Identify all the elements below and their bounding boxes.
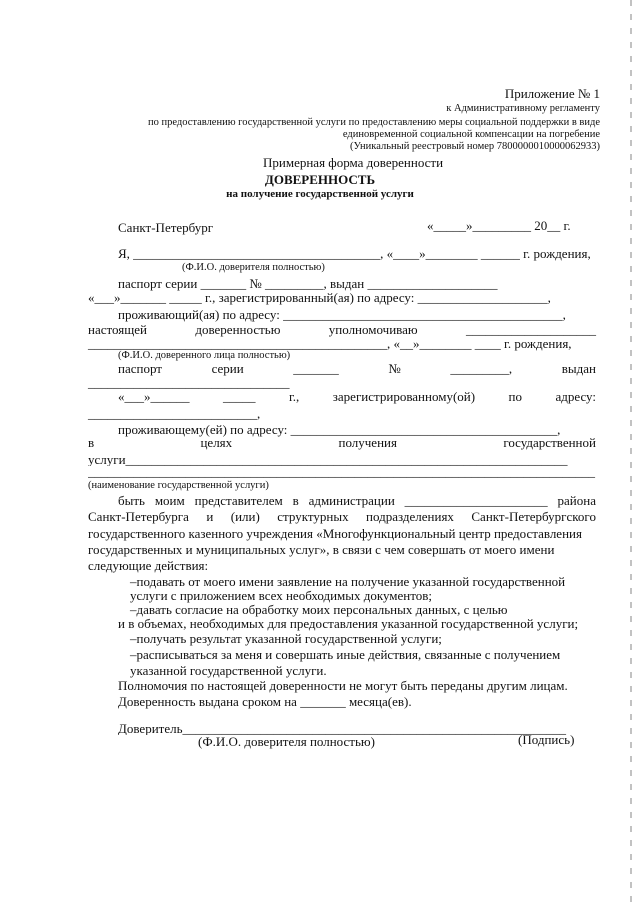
principal-line: Я, ______________________________________, «____»________ ______ г. рождения,: [118, 246, 591, 261]
header-line-1: к Административному регламенту: [446, 103, 600, 114]
date-field: «_____»_________ 20__ г.: [427, 218, 571, 233]
agent-passport-line: паспорт серии _______ № _________, выдан: [118, 361, 596, 376]
action-1-line-2: услуги с приложением всех необходимых документов;: [130, 588, 433, 603]
agent-issued-by-line: _______________________________: [88, 375, 290, 390]
authorize-line: настоящей доверенностью уполномочиваю ____________________: [88, 322, 596, 337]
representative-line-1: быть моим представителем в администрации ______________________ района: [118, 493, 596, 508]
action-3: –получать результат указанной государственной услуги;: [130, 631, 442, 646]
header-line-4: (Уникальный реестровый номер 7800000010000062933): [350, 141, 600, 152]
passport-line: паспорт серии _______ № _________, выдан ____________________: [118, 276, 498, 291]
representative-line-4: государственных и муниципальных услуг», в связи с чем совершать от моего имени: [88, 542, 555, 557]
action-4-line-2: указанной государственной услуги.: [130, 663, 327, 678]
residence-line: проживающий(ая) по адресу: ___________________________________________,: [118, 307, 566, 322]
header-line-2: по предоставлению государственной услуги по предоставлению меры социальной поддержки в виде: [147, 117, 600, 128]
city: Санкт-Петербург: [118, 220, 214, 235]
action-4-line-1: –расписываться за меня и совершать иные действия, связанные с получением: [130, 647, 561, 662]
agent-residence-line: проживающему(ей) по адресу: _________________________________________,: [118, 422, 561, 437]
signature-fio-note: (Ф.И.О. доверителя полностью): [198, 734, 375, 749]
service-line: услуги____________________________________________________________________: [88, 453, 568, 466]
signature-sign-note: (Подпись): [518, 732, 575, 747]
validity-term: Доверенность выдана сроком на _______ месяца(ев).: [118, 694, 412, 709]
principal-fio-note: (Ф.И.О. доверителя полностью): [182, 262, 325, 273]
service-name-note: (наименование государственной услуги): [88, 480, 269, 491]
action-2-line-2: и в объемах, необходимых для предоставления указанной государственной услуги;: [118, 616, 579, 631]
form-caption: Примерная форма доверенности: [263, 155, 444, 170]
appendix-number: Приложение № 1: [504, 86, 600, 101]
purpose-line: в целях получения государственной: [88, 435, 596, 450]
representative-line-5: следующие действия:: [88, 558, 209, 573]
representative-line-2: Санкт-Петербурга и (или) структурных подразделениях Санкт-Петербургского: [88, 509, 596, 524]
action-2-line-1: –давать согласие на обработку моих персональных данных, с целью: [130, 602, 508, 617]
agent-address-line: __________________________,: [88, 406, 261, 421]
action-1-line-1: –подавать от моего имени заявление на получение указанной государственной: [130, 574, 566, 589]
document-subtitle: на получение государственной услуги: [226, 188, 414, 200]
document-title: ДОВЕРЕННОСТЬ: [264, 172, 376, 187]
scan-edge: [630, 0, 632, 905]
signature-line: Доверитель___________________________________________________________: [118, 722, 567, 735]
agent-fio-note: (Ф.И.О. доверенного лица полностью): [118, 350, 291, 361]
representative-line-3: государственного казенного учреждения «Многофункциональный центр предоставления: [88, 526, 582, 541]
no-transfer-clause: Полномочия по настоящей доверенности не могут быть переданы другим лицам.: [118, 678, 568, 693]
header-line-3: единовременной социальной компенсации на погребение: [342, 129, 600, 140]
agent-line: ______________________________________________, «__»________ ____ г. рождения,: [88, 336, 572, 351]
agent-registration-line: «___»______ _____ г., зарегистрированному(ой) по адресу:: [118, 389, 596, 404]
service-line-2: ______________________________________________________________________________: [88, 465, 595, 478]
registration-line: «___»_______ _____ г., зарегистрированный(ая) по адресу: ____________________,: [88, 290, 551, 305]
